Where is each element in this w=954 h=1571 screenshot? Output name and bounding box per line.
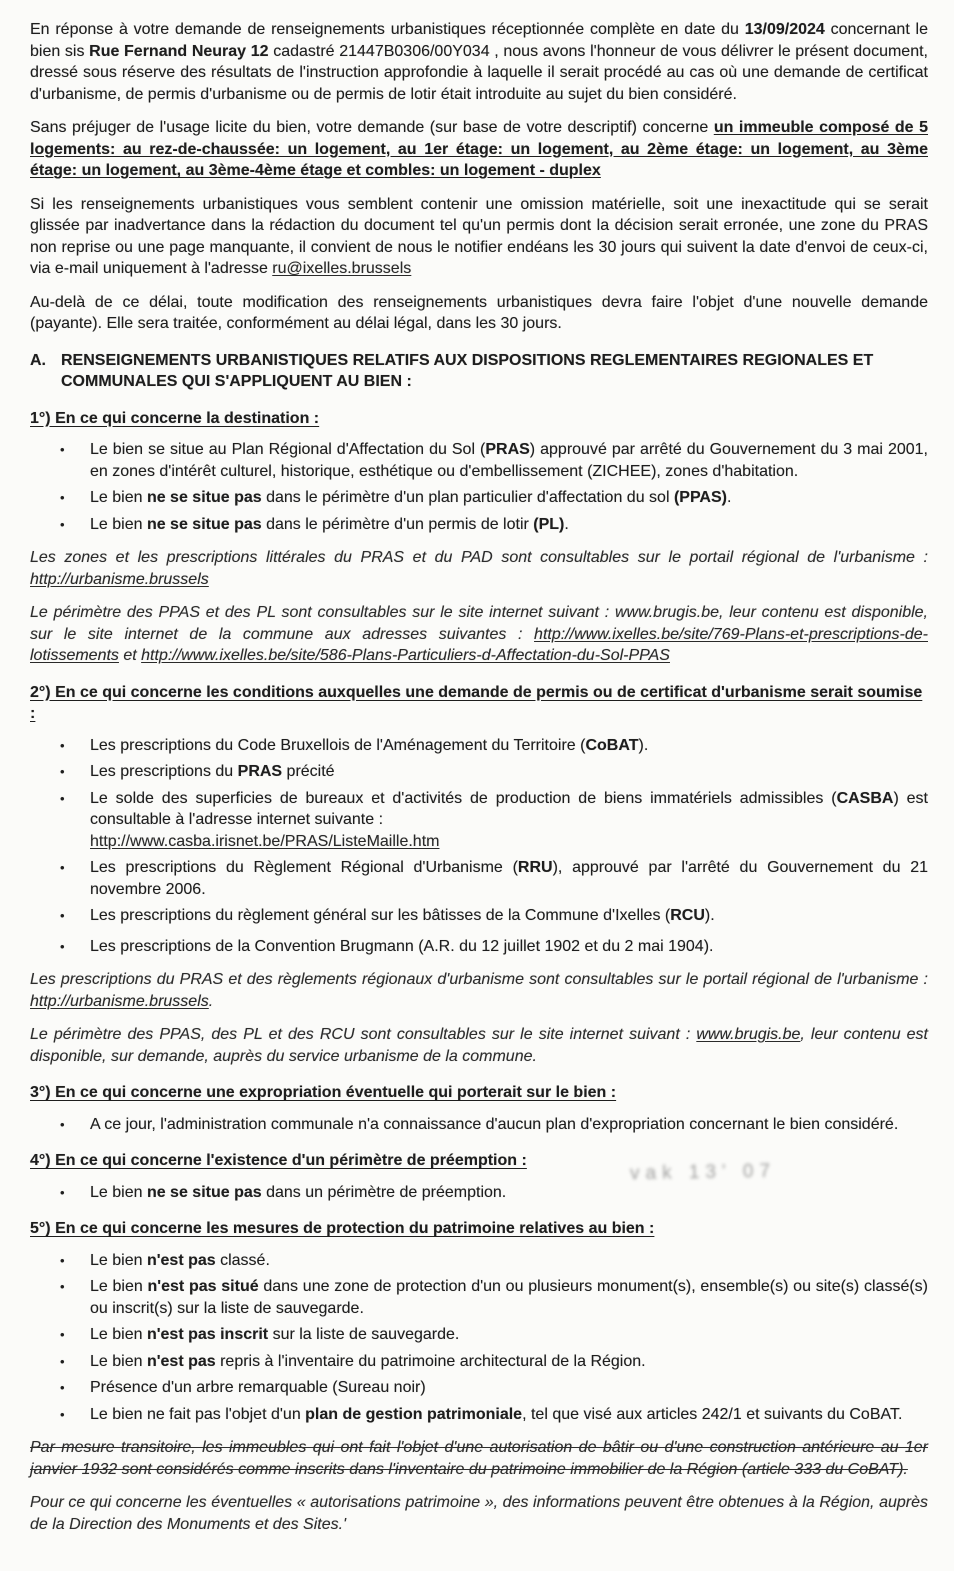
bullet-list [30,1114,928,1136]
bullet-text [90,788,928,853]
paragraph [30,194,928,280]
text-run: plan de gestion patrimoniale [305,1405,523,1423]
text-run: Le bien [90,1352,147,1370]
bullet-text [90,487,928,509]
text-run: 3°) En ce qui concerne une expropriation éventuelle qui porterait sur le bien : [30,1084,617,1101]
bullet-text [90,1351,928,1373]
bullet-dot-icon: • [60,1327,65,1342]
paragraph [30,117,928,182]
text-run: Les prescriptions du Code Bruxellois de l'Aménagement du Territoire ( [90,736,586,754]
text-run: Par mesure transitoire, les immeubles qui ont fait l'objet d'une autorisation de bâtir ou d'une construction antérieure au 1er janvier 1932 sont considérés comme inscrits dans l'inventaire du patrimoine immobilier de la Région (article 333 du CoBAT). [30,1439,928,1478]
text-run: 5°) En ce qui concerne les mesures de protection du patrimoine relatives au bien : [30,1220,655,1237]
bullet-item [30,1114,928,1136]
text-run: 4°) En ce qui concerne l'existence d'un périmètre de préemption : [30,1152,527,1169]
text-run: (PL) [533,515,565,533]
note-paragraph [30,1024,928,1067]
text-run: En réponse à votre demande de renseignements urbanistiques réceptionnée complète en date du [30,21,745,38]
paragraph [30,292,928,335]
text-run: Le bien [90,1183,147,1201]
text-run: Le périmètre des PPAS et des PL sont consultables sur le site internet suivant : www.brugis.be, leur contenu est disponible, sur le site internet de la commune aux adresses suivantes : [30,604,928,643]
bullet-dot-icon: • [60,442,65,457]
text-run: n'est pas inscrit [146,1326,269,1343]
text-run: Les prescriptions du Règlement Régional d'Urbanisme ( [90,859,518,876]
link[interactable]: http://urbanisme.brussels [30,570,209,588]
text-run: . [564,515,569,533]
bullet-item [30,1250,928,1272]
text-run: Le bien [90,1326,147,1343]
text-run: A ce jour, l'administration communale n'a connaissance d'aucun plan d'expropriation concernant le bien considéré. [90,1115,899,1133]
text-run: Présence d'un arbre remarquable (Sureau noir) [90,1379,426,1396]
bullet-item [30,1276,928,1319]
bullet-dot-icon: • [60,764,65,779]
bullet-dot-icon: • [60,790,65,806]
text-run: PRAS [485,441,530,458]
text-run: . [726,489,732,506]
text-run: 13/09/2024 [744,21,825,38]
bullet-item [30,1182,928,1204]
bullet-text [90,514,928,536]
text-run: sur la liste de sauvegarde. [268,1326,460,1343]
text-run: dans une zone de protection d'un ou plusieurs monument(s), ensemble(s) ou site(s) classé(s) ou inscrit(s) sur la liste de sauvegarde. [90,1278,929,1317]
bullet-text [90,1404,928,1426]
bullet-item [30,857,928,900]
text-run: ) approuvé par arrêté du Gouvernement du 3 mai 2001, en zones d'intérêt culturel, historique, esthétique ou d'embellissement (ZICHEE), zones d'habitation. [90,441,929,480]
text-run: dans un périmètre de préemption. [261,1183,507,1201]
section-heading [30,408,928,430]
bullet-list [30,439,928,535]
note-paragraph [30,602,928,667]
note-paragraph [30,547,928,590]
handwritten-mark: vak 13' 07 [629,1160,777,1185]
link[interactable]: http://urbanisme.brussels [30,992,209,1010]
text-run: RCU [670,907,705,924]
bullet-text [90,905,928,927]
bullet-dot-icon: • [60,938,65,954]
text-run: ne se situe pas [146,489,262,506]
text-run: Le bien ne fait pas l'objet d'un [90,1405,306,1423]
bullet-dot-icon: • [60,1380,65,1395]
text-run: Au-delà de ce délai, toute modification des renseignements urbanistiques devra faire l'objet d'une nouvelle demande (payante). Elle sera traitée, conformément au délai légal, dans les 30 jours. [30,293,928,332]
text-run: Pour ce qui concerne les éventuelles « autorisations patrimoine », des informations peuvent être obtenues à la Région, auprès de la Direction des Monuments et des Sites.' [30,1494,928,1533]
link[interactable]: http://www.ixelles.be/site/769-Plans-et-prescriptions-de-lotissements [30,625,928,664]
bullet-list [30,1182,928,1204]
text-run: précité [282,763,335,780]
bullet-item [30,1324,928,1346]
bullet-item [30,1404,928,1426]
link[interactable]: www.brugis.be [696,1026,801,1043]
text-run: Le périmètre des PPAS, des PL et des RCU sont consultables sur le site internet suivant : [30,1026,697,1043]
section-a-label: A. [30,351,46,369]
text-run: Le bien [90,1278,148,1295]
text-run: n'est pas [146,1352,216,1370]
section-heading [30,1082,928,1104]
text-run: repris à l'inventaire du patrimoine architectural de la Région. [215,1352,646,1370]
text-run: Les prescriptions de la Convention Brugmann (A.R. du 12 juillet 1902 et du 2 mai 1904). [90,937,714,955]
bullet-text [90,1324,928,1346]
bullet-item [30,487,928,509]
bullet-dot-icon: • [60,737,65,753]
section-a-title: RENSEIGNEMENTS URBANISTIQUES RELATIFS AUX DISPOSITIONS REGLEMENTAIRES REGIONALES ET COMMUNALES QUI S'APPLIQUENT AU BIEN : [61,351,874,390]
text-run: et [118,647,142,664]
text-run: Les prescriptions du règlement général sur les bâtisses de la Commune d'Ixelles ( [90,907,671,924]
text-run: un immeuble composé de 5 logements: au rez-de-chaussée: un logement, au 1er étage: un logement, au 2ème étage: un logement, au 3ème étage: un logement, au 3ème-4ème étage et combles: un logement - duplex [30,119,929,179]
text-run: CASBA [836,789,894,807]
text-run: n'est pas [146,1251,216,1269]
bullet-text [90,761,928,783]
text-run: , leur contenu est disponible, sur demande, auprès du service urbanisme de la commune. [30,1026,929,1065]
bullet-item [30,1351,928,1373]
section-heading [30,682,928,725]
text-run: Le bien [90,489,147,506]
section-heading [30,1150,928,1185]
bullet-text [90,1250,928,1272]
bullet-text [90,1182,928,1204]
bullet-item [30,735,928,757]
bullet-item [30,439,928,482]
bullet-dot-icon: • [60,516,65,532]
text-run: Le solde des superficies de bureaux et d'activités de production de biens immatériels admissibles ( [90,789,837,807]
text-run: Sans préjuger de l'usage licite du bien, votre demande (sur base de votre descriptif) concerne [30,119,714,136]
text-run: concernant le bien sis [30,21,928,60]
text-run: ). [704,907,715,924]
bullet-dot-icon: • [60,1116,65,1132]
bullet-item [30,514,928,536]
text-run: RRU [517,859,553,876]
bullet-text [90,735,928,757]
bullet-dot-icon: • [60,860,65,875]
bullet-item [30,905,928,927]
text-run: (PPAS) [673,489,727,506]
text-run: ne se situe pas [146,1183,262,1201]
bullet-list [30,1250,928,1426]
text-run: ) est consultable à l'adresse internet suivante : [90,789,929,828]
text-run: Les prescriptions du PRAS et des règlements régionaux d'urbanisme sont consultables sur le portail régional de l'urbanisme : [30,971,928,988]
bullet-dot-icon: • [60,1353,65,1369]
bullet-dot-icon: • [60,1184,65,1200]
link[interactable]: http://www.casba.irisnet.be/PRAS/ListeMaille.htm [90,832,440,850]
note-paragraph [30,969,928,1012]
text-run: Rue Fernand Neuray 12 [89,42,269,60]
bullet-text [90,1114,928,1136]
bullet-item [30,936,928,958]
bullet-dot-icon: • [60,1406,65,1422]
text-run: Si les renseignements urbanistiques vous semblent contenir une omission matérielle, soit une inexactitude qui se serait glissée par inadvertance dans la rédaction du document tel qu'un permis dont la décision serait erronée, une zone du PRAS non reprise ou une page manquante, il convient de nous le notifier endéans les 30 jours qui suivent la date d'envoi de ceux-ci, via e-mail uniquement à l'adresse [30,195,928,277]
bullet-item [30,761,928,783]
note-paragraph [30,1437,928,1480]
bullet-text [90,1377,928,1399]
bullet-dot-icon: • [60,490,65,505]
bullet-text [90,439,928,482]
paragraph [30,19,928,105]
link[interactable]: ru@ixelles.brussels [272,260,412,277]
text-run: ne se situe pas [146,515,262,533]
text-run: classé. [215,1251,270,1269]
text-run: 2°) En ce qui concerne les conditions auxquelles une demande de permis ou de certificat d'urbanisme serait soumise : [30,683,923,722]
text-run: dans le périmètre d'un plan particulier d'affectation du sol [261,489,674,506]
text-run: 1°) En ce qui concerne la destination : [30,409,320,427]
bullet-dot-icon: • [60,1279,65,1294]
text-run: n'est pas situé [147,1278,259,1295]
bullet-text [90,1276,928,1319]
text-run: Le bien [90,1251,147,1269]
text-run: cadastré 21447B0306/00Y034 , nous avons l'honneur de vous délivrer le présent document, dressé sous réserve des résultats de l'instruction approfondie à laquelle il serait procédé au cas où une demande de certificat d'urbanisme, de permis d'urbanisme ou de permis de lotir était introduite au sujet du bien considéré. [30,42,928,103]
bullet-list [30,735,928,958]
text-run: CoBAT [585,736,639,754]
text-run: Les prescriptions du [90,763,238,780]
bullet-dot-icon: • [60,1252,65,1268]
bullet-text [90,857,928,900]
text-run: PRAS [237,763,283,780]
bullet-item [30,788,928,853]
section-heading [30,1218,928,1240]
link[interactable]: http://www.ixelles.be/site/586-Plans-Particuliers-d-Affectation-du-Sol-PPAS [141,647,670,664]
text-run: dans le périmètre d'un permis de lotir [261,515,534,533]
text-run: ), approuvé par l'arrêté du Gouvernement du 21 novembre 2006. [90,859,928,898]
text-run: Le bien se situe au Plan Régional d'Affectation du Sol ( [90,441,486,458]
bullet-text [90,936,928,958]
text-run: Les zones et les prescriptions littérales du PRAS et du PAD sont consultables sur le portail régional de l'urbanisme : [30,549,928,566]
text-run: . [208,992,214,1010]
bullet-item [30,1377,928,1399]
section-a-heading [30,350,928,393]
note-paragraph [30,1492,928,1535]
text-run: ). [638,736,649,754]
text-run: , tel que visé aux articles 242/1 et suivants du CoBAT. [522,1405,903,1423]
text-run: Le bien [90,515,147,533]
bullet-dot-icon: • [60,908,65,923]
